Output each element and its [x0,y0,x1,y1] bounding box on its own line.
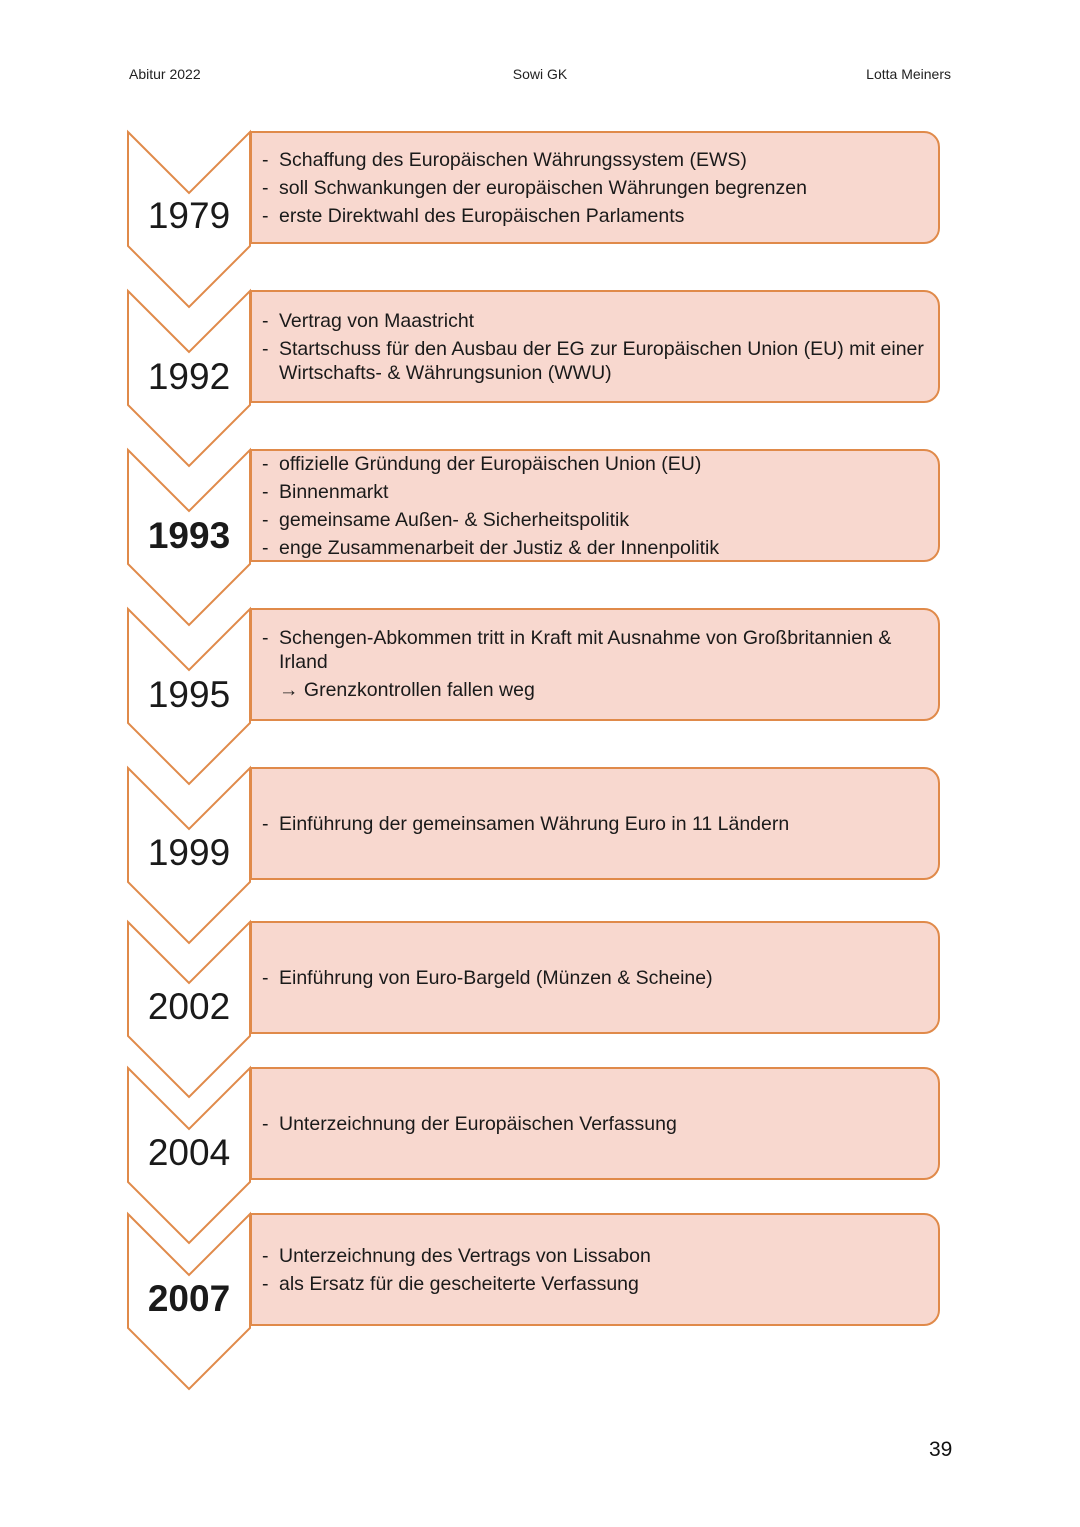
event-item [262,812,932,836]
event-items [262,309,932,389]
event-item-text: als Ersatz für die gescheiterte Verfassung [279,1273,639,1295]
event-item-text: soll Schwankungen der europäischen Währungen begrenzen [279,177,807,199]
event-item-text: Binnenmarkt [279,481,389,503]
event-item-text: Unterzeichnung der Europäischen Verfassung [279,1113,677,1135]
page-number: 39 [929,1438,953,1461]
bullet-dash: - [262,1113,269,1135]
bullet-dash: - [262,481,269,503]
event-item [262,966,932,990]
event-year: 2004 [147,1132,231,1173]
event-year: 1992 [147,356,231,397]
event-item [262,1272,932,1296]
bullet-dash: - [262,338,269,360]
event-item [262,678,932,702]
event-item-text: Einführung von Euro-Bargeld (Münzen & Scheine) [279,967,713,989]
event-year: 1995 [147,674,231,715]
event-items [262,1244,932,1300]
bullet-dash: - [262,205,269,227]
event-item-text: Schengen-Abkommen tritt in Kraft mit Ausnahme von Großbritannien & Irland [279,627,892,673]
event-item-text: Schaffung des Europäischen Währungssystem (EWS) [279,149,747,171]
event-item [262,1112,932,1136]
event-item-text: erste Direktwahl des Europäischen Parlaments [279,205,685,227]
event-item-text: Einführung der gemeinsamen Währung Euro in 11 Ländern [279,813,790,835]
event-items [262,452,932,564]
event-item-text: enge Zusammenarbeit der Justiz & der Innenpolitik [279,537,720,559]
event-item [262,536,932,560]
event-year: 2007 [147,1278,231,1319]
event-item-text: gemeinsame Außen- & Sicherheitspolitik [279,509,630,531]
bullet-dash: - [262,813,269,835]
bullet-dash: - [262,177,269,199]
event-item [262,508,932,532]
header-center: Sowi GK [512,66,568,82]
bullet-dash: - [262,453,269,475]
header-right: Lotta Meiners [866,66,951,82]
bullet-dash: - [262,537,269,559]
event-items [262,626,932,706]
bullet-dash: - [262,1245,269,1267]
event-item [262,176,932,200]
event-items [262,812,932,840]
header-left: Abitur 2022 [129,66,201,82]
bullet-dash: - [262,310,269,332]
event-item-text: offizielle Gründung der Europäischen Union (EU) [279,453,702,475]
event-item [262,204,932,228]
event-item [262,337,932,385]
event-items [262,1112,932,1140]
event-item [262,309,932,333]
event-items [262,148,932,232]
bullet-dash: - [262,627,269,649]
bullet-dash: - [262,1273,269,1295]
event-item-text: Vertrag von Maastricht [279,310,475,332]
event-item [262,1244,932,1268]
bullet-dash: - [262,967,269,989]
event-item-text: Unterzeichnung des Vertrags von Lissabon [279,1245,651,1267]
bullet-dash: - [262,149,269,171]
event-year: 1979 [147,195,231,236]
event-year: 1993 [147,515,231,556]
event-item-text: Startschuss für den Ausbau der EG zur Europäischen Union (EU) mit einer Wirtschafts- & Währungsunion (WWU) [279,338,924,384]
event-item [262,480,932,504]
event-year: 2002 [147,986,231,1027]
event-items [262,966,932,994]
event-item [262,626,932,674]
bullet-dash: - [262,509,269,531]
event-item [262,452,932,476]
event-item-text: → Grenzkontrollen fallen weg [279,679,535,701]
event-item [262,148,932,172]
event-year: 1999 [147,832,231,873]
